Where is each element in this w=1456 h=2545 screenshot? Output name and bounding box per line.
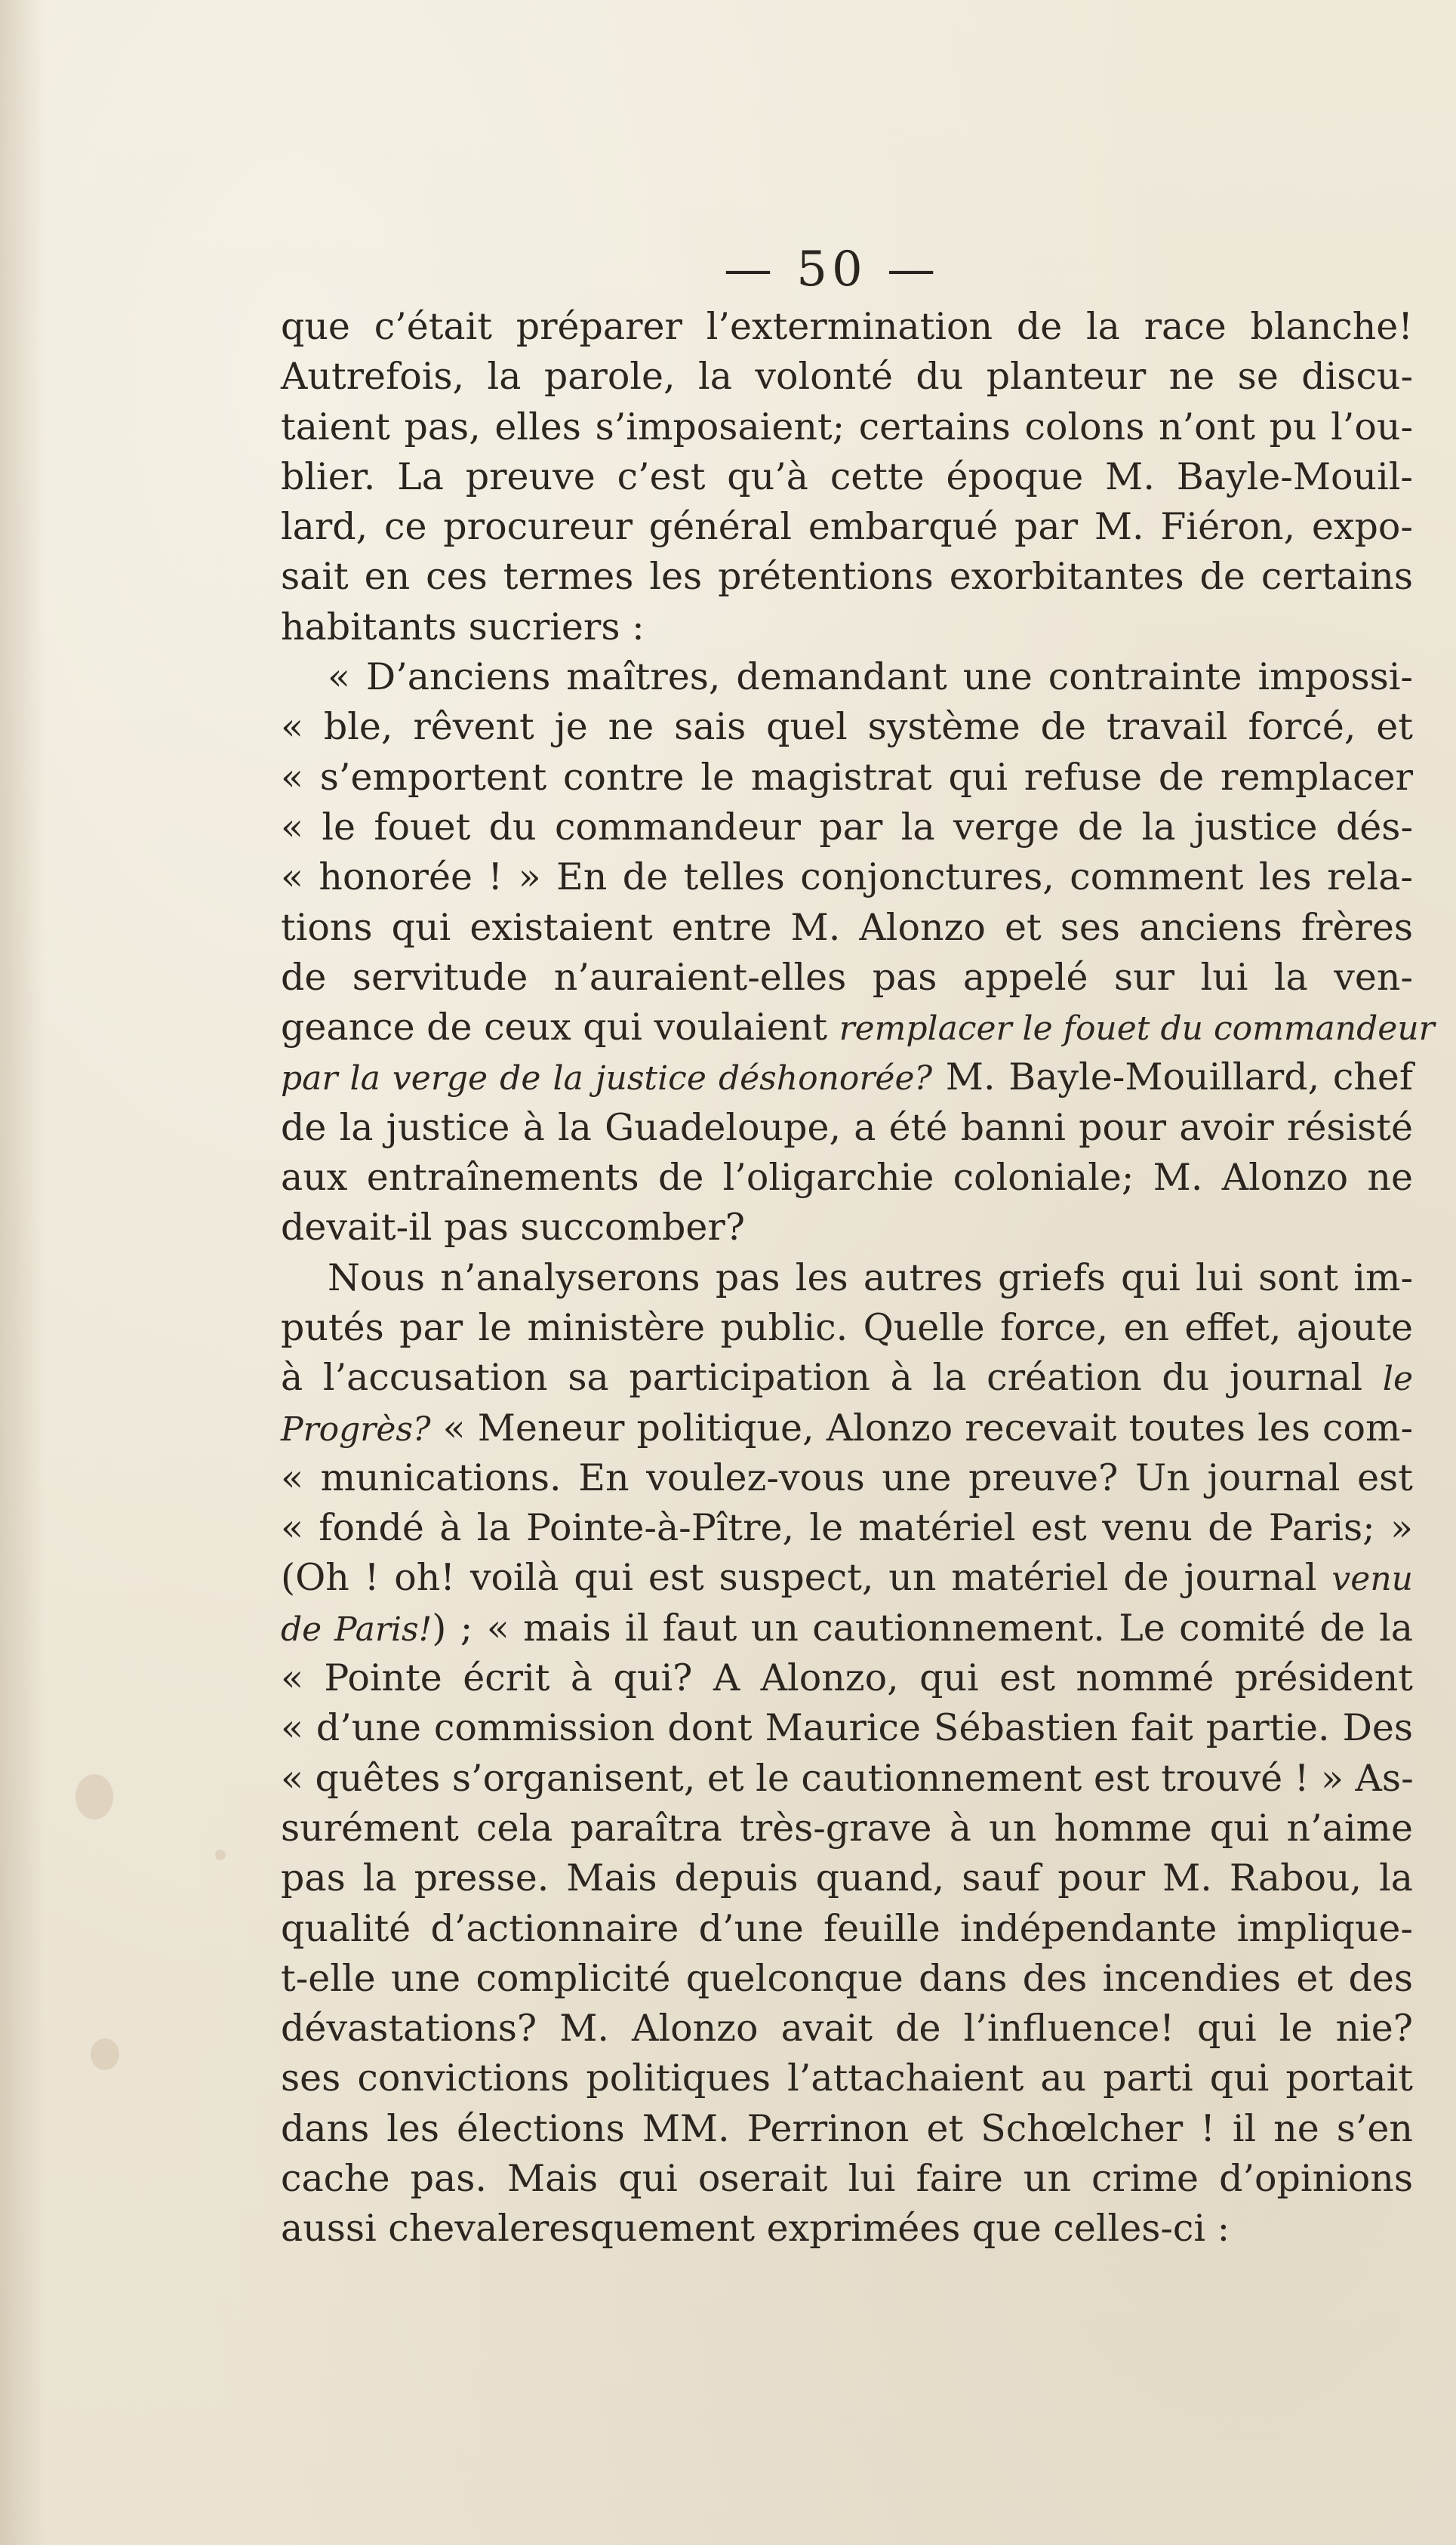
text-line bbox=[281, 1052, 1413, 1102]
text-line bbox=[281, 2054, 1413, 2103]
text-line bbox=[281, 352, 1413, 402]
text-run: « Meneur politique, Alonzo recevait toutes les com- bbox=[430, 1406, 1413, 1450]
foxing-spot bbox=[75, 1774, 113, 1819]
text-run: « honorée ! » En de telles conjonctures, comment les rela- bbox=[281, 855, 1413, 899]
text-run: aussi chevaleresquement exprimées que celles-ci : bbox=[281, 2207, 1230, 2251]
text-line bbox=[281, 452, 1413, 502]
text-run: que c’était préparer l’extermination de la race blanche! bbox=[281, 305, 1413, 348]
foxing-spot bbox=[91, 2038, 119, 2070]
text-line bbox=[281, 502, 1413, 552]
text-run: dévastations? M. Alonzo avait de l’influence! qui le nie? bbox=[281, 2007, 1413, 2050]
page-number: — 50 — bbox=[723, 242, 940, 297]
text-run: « ble, rêvent je ne sais quel système de travail forcé, et bbox=[281, 705, 1413, 749]
text-run: ses convictions politiques l’attachaient au parti qui portait bbox=[281, 2057, 1413, 2100]
text-run: habitants sucriers : bbox=[281, 605, 645, 649]
text-line bbox=[281, 1203, 1413, 1252]
text-run: Nous n’analyserons pas les autres griefs qui lui sont im- bbox=[328, 1256, 1413, 1299]
text-line bbox=[281, 1703, 1413, 1753]
text-line bbox=[281, 803, 1413, 852]
foxing-spot bbox=[215, 1850, 226, 1860]
text-run: M. Bayle-Mouillard, chef bbox=[932, 1055, 1413, 1099]
text-run: ) ; « mais il faut un cautionnement. Le comité de la bbox=[432, 1606, 1413, 1650]
text-line bbox=[281, 2004, 1413, 2054]
text-line bbox=[281, 1103, 1413, 1153]
text-run: de servitude n’auraient-elles pas appelé sur lui la ven- bbox=[281, 955, 1413, 999]
text-run: qualité d’actionnaire d’une feuille indépendante implique- bbox=[281, 1906, 1413, 1950]
text-run: cache pas. Mais qui oserait lui faire un crime d’opinions bbox=[281, 2156, 1413, 2200]
text-line bbox=[281, 1653, 1413, 1703]
text-run: « quêtes s’organisent, et le cautionnement est trouvé ! » As- bbox=[281, 1756, 1414, 1800]
text-run: t-elle une complicité quelconque dans des incendies et des bbox=[281, 1956, 1413, 2000]
text-run: lard, ce procureur général embarqué par M. Fiéron, expo- bbox=[281, 505, 1413, 549]
text-run: « D’anciens maîtres, demandant une contrainte impossi- bbox=[328, 655, 1413, 699]
text-line bbox=[281, 1853, 1413, 1903]
italic-text: venu bbox=[1331, 1560, 1413, 1599]
text-run: « d’une commission dont Maurice Sébastien fait partie. Des bbox=[281, 1706, 1413, 1750]
book-page bbox=[281, 242, 1435, 2254]
text-line bbox=[281, 602, 1413, 652]
text-line bbox=[281, 1403, 1413, 1453]
text-line bbox=[281, 302, 1413, 352]
text-run: blier. La preuve c’est qu’à cette époque M. Bayle-Mouil- bbox=[281, 454, 1413, 498]
text-line bbox=[281, 2104, 1413, 2154]
italic-text: remplacer le fouet du commandeur bbox=[839, 1009, 1435, 1049]
text-run: putés par le ministère public. Quelle force, en effet, ajoute bbox=[281, 1305, 1413, 1349]
text-run: surément cela paraîtra très-grave à un homme qui n’aime bbox=[281, 1806, 1413, 1850]
text-line bbox=[281, 1804, 1413, 1853]
text-run: « Pointe écrit à qui? A Alonzo, qui est nommé président bbox=[281, 1656, 1413, 1700]
text-line bbox=[281, 1003, 1435, 1052]
text-line bbox=[281, 702, 1413, 752]
text-line bbox=[281, 1503, 1413, 1553]
text-line bbox=[281, 1453, 1413, 1503]
text-line bbox=[281, 1253, 1413, 1303]
body-text bbox=[281, 302, 1435, 2254]
text-run: « munications. En voulez-vous une preuve? Un journal est bbox=[281, 1456, 1413, 1499]
text-run: geance de ceux qui voulaient bbox=[281, 1006, 839, 1049]
text-run: pas la presse. Mais depuis quand, sauf pour M. Rabou, la bbox=[281, 1856, 1413, 1900]
text-line bbox=[281, 652, 1413, 702]
text-line bbox=[281, 1303, 1413, 1353]
text-line bbox=[281, 953, 1413, 1003]
text-run: de la justice à la Guadeloupe, a été banni pour avoir résisté bbox=[281, 1105, 1413, 1149]
text-run: « fondé à la Pointe-à-Pître, le matériel est venu de Paris; » bbox=[281, 1506, 1413, 1550]
text-line bbox=[281, 552, 1413, 602]
italic-text: le bbox=[1382, 1360, 1413, 1399]
text-line bbox=[281, 1904, 1413, 1954]
text-run: à l’accusation sa participation à la création du journal bbox=[281, 1356, 1383, 1400]
text-run: tions qui existaient entre M. Alonzo et ses anciens frères bbox=[281, 905, 1413, 949]
text-run: taient pas, elles s’imposaient; certains colons n’ont pu l’ou- bbox=[281, 405, 1413, 448]
text-run: devait-il pas succomber? bbox=[281, 1206, 746, 1249]
text-line bbox=[281, 903, 1413, 953]
text-line bbox=[281, 402, 1413, 452]
text-run: aux entraînements de l’oligarchie coloniale; M. Alonzo ne bbox=[281, 1156, 1413, 1200]
text-line bbox=[281, 1353, 1413, 1403]
text-run: sait en ces termes les prétentions exorbitantes de certains bbox=[281, 555, 1413, 599]
text-line bbox=[281, 2154, 1413, 2204]
text-run: Autrefois, la parole, la volonté du planteur ne se discu- bbox=[281, 355, 1413, 399]
text-line bbox=[281, 852, 1413, 902]
text-run: « le fouet du commandeur par la verge de la justice dés- bbox=[281, 805, 1413, 849]
text-run: dans les élections MM. Perrinon et Schœlcher ! il ne s’en bbox=[281, 2106, 1413, 2150]
italic-text: Progrès? bbox=[281, 1410, 431, 1449]
spine-shadow bbox=[0, 0, 45, 2545]
text-line bbox=[281, 1604, 1413, 1653]
text-run: « s’emportent contre le magistrat qui refuse de remplacer bbox=[281, 755, 1413, 799]
italic-text: par la verge de la justice déshonorée? bbox=[281, 1059, 933, 1098]
text-line bbox=[281, 1754, 1413, 1804]
text-line bbox=[281, 2204, 1413, 2254]
text-line bbox=[281, 753, 1413, 803]
text-line bbox=[281, 1153, 1413, 1203]
text-run: (Oh ! oh! voilà qui est suspect, un matériel de journal bbox=[281, 1556, 1332, 1600]
italic-text: de Paris! bbox=[281, 1610, 432, 1649]
text-line bbox=[281, 1553, 1413, 1603]
text-line bbox=[281, 1954, 1413, 2004]
